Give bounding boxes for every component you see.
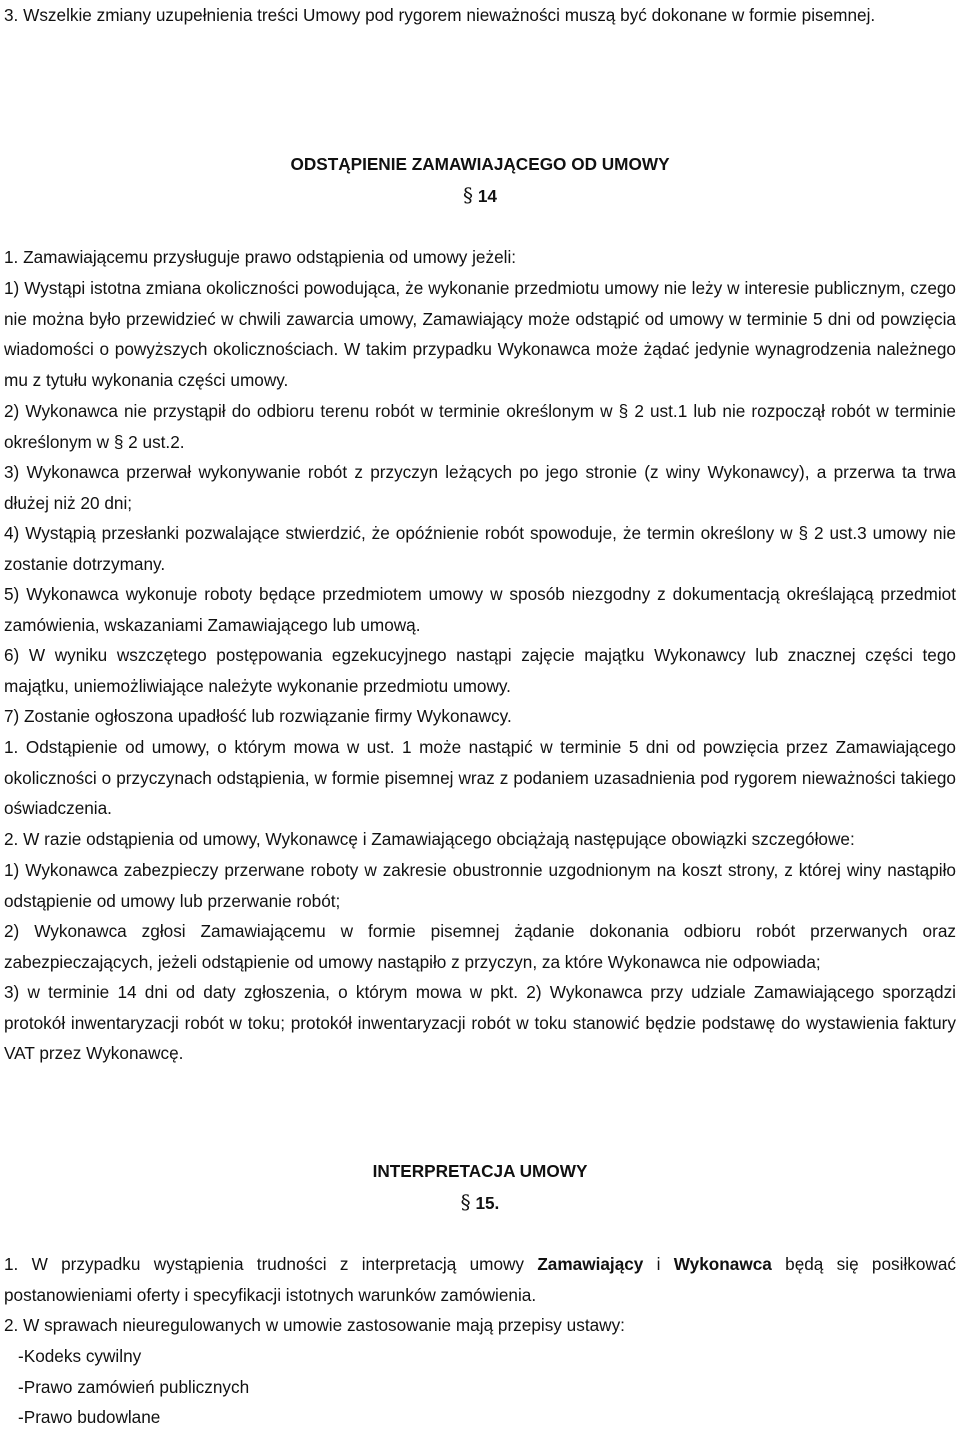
s14-item-4: 4) Wystąpią przesłanki pozwalające stwierdzić, że opóźnienie robót spowoduje, że termin określony w § 2 ust.3 umowy nie zostanie dotrzymany.: [4, 523, 956, 574]
section-14-number: [0, 180, 960, 211]
s15-p1-text-e: będą się posiłkować postanowieniami oferty i specyfikacji istotnych warunków zamówienia.: [4, 1254, 956, 1305]
section-15-number-text: 15.: [475, 1193, 500, 1213]
list-item-prawo-zamowien: -Prawo zamówień publicznych: [18, 1377, 250, 1397]
section-15-heading: INTERPRETACJA UMOWY: [372, 1161, 588, 1181]
s14-obligation-1: 1) Wykonawca zabezpieczy przerwane roboty w zakresie obustronnie uzgodnionym na koszt strony, z której winy nastąpiło odstąpienie od umowy lub przerwanie robót;: [4, 860, 956, 911]
s14-item-1: 1) Wystąpi istotna zmiana okoliczności powodująca, że wykonanie przedmiotu umowy nie leży w interesie publicznym, czego nie można było przewidzieć w chwili zawarcia umowy, Zamawiający może odstąpić od umowy w terminie 5 dni od powzięcia wiadomości o powyższych okolicznościach. W takim przypadku Wykonawca może żądać jedynie wynagrodzenia należnego mu z tytułu wykonania części umowy.: [4, 278, 956, 390]
s14-item-5: 5) Wykonawca wykonuje roboty będące przedmiotem umowy w sposób niezgodny z dokumentacją określającą przedmiot zamówienia, wskazaniami Zamawiającego lub umową.: [4, 584, 956, 635]
s14-obligation-3: 3) w terminie 14 dni od daty zgłoszenia, o którym mowa w pkt. 2) Wykonawca przy udziale Zamawiającego sporządzi protokół inwentaryzacji robót w toku; protokół inwentaryzacji robót w toku stanowić będzie podstawę do wystawienia faktury VAT przez Wykonawcę.: [4, 982, 956, 1064]
section-14-number-text: 14: [477, 186, 497, 206]
s15-p1-party-wykonawca: Wykonawca: [673, 1254, 772, 1274]
s14-paragraph-1: 1. Zamawiającemu przysługuje prawo odstąpienia od umowy jeżeli:: [4, 247, 517, 267]
s15-paragraph-2: 2. W sprawach nieuregulowanych w umowie zastosowanie mają przepisy ustawy:: [4, 1315, 625, 1335]
s15-paragraph-1: [4, 1249, 956, 1310]
s14-withdrawal-point-2: 2. W razie odstąpienia od umowy, Wykonawcę i Zamawiającego obciążają następujące obowiązki szczegółowe:: [4, 829, 855, 849]
s14-item-2: 2) Wykonawca nie przystąpił do odbioru terenu robót w terminie określonym w § 2 ust.1 lub nie rozpoczął robót w terminie określonym w § 2 ust.2.: [4, 401, 956, 452]
s14-item-6: 6) W wyniku wszczętego postępowania egzekucyjnego nastąpi zajęcie majątku Wykonawcy lub znacznej części tego majątku, uniemożliwiające należyte wykonanie przedmiotu umowy.: [4, 645, 956, 696]
s14-withdrawal-point-1: 1. Odstąpienie od umowy, o którym mowa w ust. 1 może nastąpić w terminie 5 dni od powzięcia przez Zamawiającego okoliczności o przyczynach odstąpienia, w formie pisemnej wraz z podaniem uzasadnienia pod rygorem nieważności takiego oświadczenia.: [4, 737, 956, 819]
list-item-prawo-budowlane: -Prawo budowlane: [18, 1407, 161, 1427]
s15-p1-party-zamawiajacy: Zamawiający: [537, 1254, 644, 1274]
section-15-number: [0, 1187, 960, 1218]
s14-item-7: 7) Zostanie ogłoszona upadłość lub rozwiązanie firmy Wykonawcy.: [4, 706, 512, 726]
section-14-heading: ODSTĄPIENIE ZAMAWIAJĄCEGO OD UMOWY: [290, 154, 670, 174]
s14-item-3: 3) Wykonawca przerwał wykonywanie robót z przyczyn leżących po jego stronie (z winy Wykonawcy), a przerwa ta trwa dłużej niż 20 dni;: [4, 462, 956, 513]
s15-p1-text-c: i: [643, 1254, 674, 1274]
list-item-kodeks-cywilny: -Kodeks cywilny: [18, 1346, 142, 1366]
paragraph-3-written-form: 3. Wszelkie zmiany uzupełnienia treści Umowy pod rygorem nieważności muszą być dokonane w formie pisemnej.: [4, 5, 876, 25]
section-sign: §: [463, 183, 474, 207]
s15-p1-text-a: 1. W przypadku wystąpienia trudności z interpretacją umowy: [4, 1254, 538, 1274]
s14-obligation-2: 2) Wykonawca zgłosi Zamawiającemu w formie pisemnej żądanie dokonania odbioru robót przerwanych oraz zabezpieczających, jeżeli odstąpienie od umowy nastąpiło z przyczyn, za które Wykonawca nie odpowiada;: [4, 921, 956, 972]
section-sign: §: [460, 1190, 471, 1214]
